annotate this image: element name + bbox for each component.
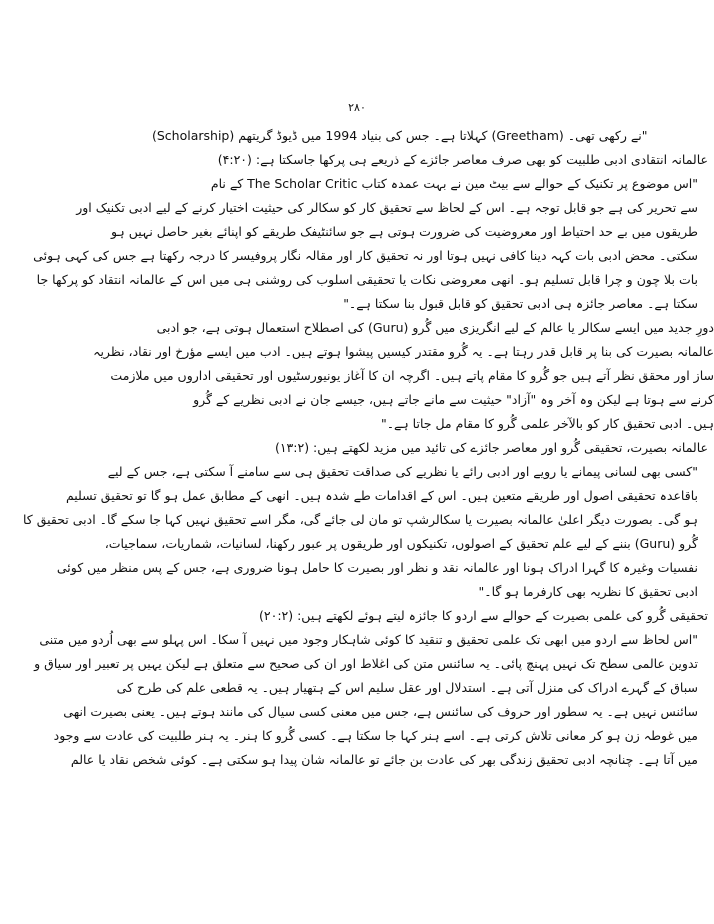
paragraph-line: کرنے سے ہوتا ہے لیکن وہ آخر وہ "آزاد" حیثیت سے مانے جاتے ہیں، جیسے جان نے ادبی نظریے کے گُرو xyxy=(193,392,714,407)
paragraph-line: عالمانہ بصیرت کی بنا پر قابل قدر رہتا ہے۔ یہ گُرو مقتدر کیسیں پیشوا ہوتے ہیں۔ ادب میں ایسے مؤرخ اور نقاد، نظریہ xyxy=(93,344,714,359)
quote-line: گُرو (Guru) بننے کے لیے علم تحقیق کے اصولوں، تکنیکوں اور طریقوں پر عبور رکھنا، لسانیات، شماریات، سماجیات، xyxy=(104,536,698,551)
quote-line: "اس موضوع پر تکنیک کے حوالے سے بیٹ مین نے بہت عمدہ کتاب The Scholar Critic کے نام xyxy=(210,176,698,191)
paragraph-line: ساز اور محقق نظر آتے ہیں جو گُرو کا مقام پاتے ہیں۔ اگرچہ ان کا آغاز یونیورسٹیوں اور تحقیقی اداروں میں ملازمت xyxy=(110,368,714,383)
quote-line: سائنس نہیں ہے۔ یہ سطور اور حروف کی سائنس ہے، جس میں معنی کسی سیال کی مانند ہوتے ہیں۔ یعنی بصیرت انھی xyxy=(63,704,698,719)
quote-line: نفسیات وغیرہ کا گہرا ادراک ہونا اور عالمانہ نقد و نظر اور بصیرت کا حامل ہونا ضروری ہے، جس کے پس منظر میں کوئی xyxy=(56,560,698,575)
section-heading-line: تحقیقی گُرو کی علمی بصیرت کے حوالے سے اردو کا جائزہ لیتے ہوئے لکھتے ہیں: (۲۰:۲) xyxy=(259,608,708,623)
section-heading-line: عالمانہ انتقادی ادبی طلبیت کو بھی صرف معاصر جائزے کے ذریعے ہی پرکھا جاسکتا ہے: (۴:۲۰) xyxy=(217,152,708,167)
quote-line: میں آتا ہے۔ چنانچہ ادبی تحقیق زندگی بھر کی عادت بن جائے تو عالمانہ شان پیدا ہو سکتی ہے۔ کوئی شخص نقاد یا عالم xyxy=(70,752,698,767)
quote-line: طریقوں میں بے حد احتیاط اور معروضیت کی ضرورت ہوتی ہے جو سائنٹیفک طریقے کو اپنائے بغیر حاصل نہیں ہو xyxy=(110,224,698,239)
paragraph-line: ہیں۔ ادبی تحقیق کار کو بالآخر علمی گُرو کا مقام مل جاتا ہے۔" xyxy=(380,416,714,431)
quote-line: ہو گی۔ بصورت دیگر اعلیٰ عالمانہ بصیرت یا سکالرشپ تو مان لی جائے گی، مگر اسے تحقیق نہیں کہا جا سکے گا۔ ادبی تحقیق کا xyxy=(22,512,698,527)
quote-line: سکتی۔ محض ادبی بات کہہ دینا کافی نہیں ہوتا اور نہ تحقیق کار اور مقالہ نگار پروفیسر کا درجہ رکھتا ہے جس کی کہی ہوئی xyxy=(33,248,698,263)
section-heading-line: عالمانہ بصیرت، تحقیقی گُرو اور معاصر جائزے کی تائید میں مزید لکھتے ہیں: (۱۳:۲) xyxy=(274,440,708,455)
quote-line: ادبی تحقیق کا نظریہ بھی کارفرما ہو گا۔" xyxy=(478,584,698,599)
quote-line: "کسی بھی لسانی پیمانے یا رویے اور ادبی رائے یا نظریے کی صداقت تحقیق ہی سے سامنے آ سکتی ہے، جس کے لیے xyxy=(107,464,698,479)
quote-line: "اس لحاظ سے اردو میں ابھی تک علمی تحقیق و تنقید کا کوئی شاہکار وجود میں نہیں آ سکا۔ اس پہلو سے بھی اُردو میں متنی xyxy=(39,632,698,647)
paragraph-line: دورِ جدید میں ایسے سکالر یا عالم کے لیے انگریزی میں گُرو (Guru) کی اصطلاح استعمال ہوتی ہے، جو ادبی xyxy=(156,320,714,335)
text-line: (Scholarship) کہلاتا ہے۔ جس کی بنیاد 1994 میں ڈیوڈ گریتھم (Greetham) نے رکھی تھی۔" xyxy=(152,128,648,143)
quote-line: سکتا ہے۔ معاصر جائزہ ہی ادبی تحقیق کو قابل قبول بنا سکتا ہے۔" xyxy=(343,296,698,311)
quote-line: سے تحریر کی ہے جو قابل توجہ ہے۔ اس کے لحاظ سے تحقیق کار کو سکالر کی حیثیت اختیار کرنے کے لیے ادبی تکنیک اور xyxy=(76,200,698,215)
page-number: ۲۸۰ xyxy=(348,101,366,114)
quote-line: باقاعدہ تحقیقی اصول اور طریقے متعین ہیں۔ اس کے اقدامات طے شدہ ہیں۔ انھی کے مطابق عمل ہو گا تو تحقیق تسلیم xyxy=(65,488,698,503)
quote-line: بات بلا چون و چرا قابل تسلیم ہو۔ انھی معروضی نکات یا تحقیقی اسلوب کی روشنی ہی میں اس کے عالمانہ انتقاد کو پرکھا جا xyxy=(36,272,698,287)
quote-line: سباق کے گہرے ادراک کی منزل آتی ہے۔ استدلال اور عقل سلیم اس کے ہتھیار ہیں۔ یہ قطعی علم کی طرح کی xyxy=(116,680,698,695)
quote-line: تدوین عالمی سطح تک نہیں پہنچ پائی۔ یہ سائنس متن کی اغلاط اور ان کی صحیح سے متعلق ہے لیکن یہیں پر تعبیر اور سیاق و xyxy=(34,656,698,671)
quote-line: میں غوطہ زن ہو کر معانی تلاش کرتی ہے۔ اسے ہنر کہا جا سکتا ہے۔ کسی گُرو کا ہنر۔ یہ ہنر طلبیت کی عادت سے وجود xyxy=(53,728,698,743)
